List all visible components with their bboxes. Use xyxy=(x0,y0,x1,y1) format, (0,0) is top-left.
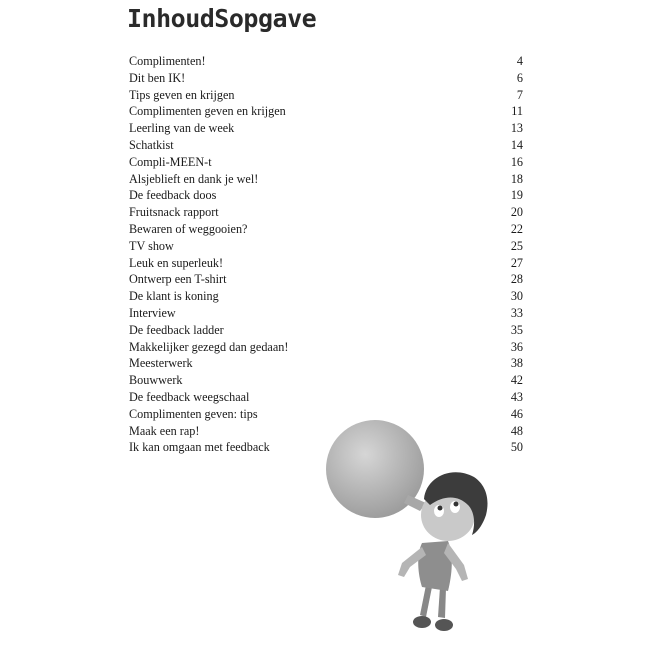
toc-entry-page: 22 xyxy=(510,221,523,236)
toc-entry-title: Tips geven en krijgen xyxy=(129,87,235,102)
toc-entry xyxy=(129,187,523,204)
toc-entry xyxy=(129,87,523,104)
toc-entry-page: 4 xyxy=(516,54,523,68)
toc-entry-page: 35 xyxy=(510,322,523,337)
toc-entry xyxy=(129,221,523,238)
toc-entry-title: Interview xyxy=(129,305,176,320)
toc-entry-page: 13 xyxy=(510,121,523,136)
leg-right xyxy=(438,587,446,618)
toc-entry xyxy=(129,154,523,171)
toc-list xyxy=(129,53,523,456)
toc-entry xyxy=(129,70,523,87)
toc-entry-title: De klant is koning xyxy=(129,289,219,304)
toc-entry-page: 42 xyxy=(510,373,523,388)
toc-entry xyxy=(129,171,523,188)
toc-entry-title: De feedback ladder xyxy=(129,322,224,337)
toc-entry xyxy=(129,288,523,305)
shoe-right xyxy=(435,619,453,631)
toc-entry xyxy=(129,355,523,372)
toc-entry-page: 7 xyxy=(516,87,523,102)
toc-entry-title: Leerling van de week xyxy=(129,121,235,136)
toc-entry-page: 16 xyxy=(510,154,523,169)
toc-entry-title: Complimenten geven: tips xyxy=(129,406,258,421)
toc-entry-page: 6 xyxy=(516,70,523,85)
toc-entry-page: 48 xyxy=(510,423,523,438)
toc-entry-title: Complimenten geven en krijgen xyxy=(129,104,286,119)
pupil-left xyxy=(438,506,443,511)
toc-entry-page: 50 xyxy=(510,440,523,455)
toc-entry-title: Bewaren of weggooien? xyxy=(129,221,248,236)
toc-entry-page: 25 xyxy=(510,238,523,253)
toc-entry xyxy=(129,372,523,389)
toc-entry-title: Maak een rap! xyxy=(129,423,200,438)
toc-entry-title: Makkelijker gezegd dan gedaan! xyxy=(129,339,289,354)
toc-entry xyxy=(129,255,523,272)
toc-entry xyxy=(129,137,523,154)
toc-entry-page: 19 xyxy=(510,188,523,203)
toc-entry-title: Ontwerp een T-shirt xyxy=(129,272,227,287)
toc-entry-page: 14 xyxy=(510,137,523,152)
toc-entry-page: 11 xyxy=(511,104,523,119)
pupil-right xyxy=(454,502,459,507)
toc-entry xyxy=(129,204,523,221)
toc-entry-title: Complimenten! xyxy=(129,54,206,68)
toc-entry xyxy=(129,339,523,356)
toc-entry-page: 36 xyxy=(510,339,523,354)
toc-entry-title: Meesterwerk xyxy=(129,356,193,371)
toc-entry-page: 18 xyxy=(510,171,523,186)
toc-entry xyxy=(129,120,523,137)
toc-entry-title: TV show xyxy=(129,238,174,253)
toc-entry xyxy=(129,322,523,339)
toc-entry-title: De feedback doos xyxy=(129,188,217,203)
toc-entry-title: Schatkist xyxy=(129,137,174,152)
page-title: InhoudSopgave xyxy=(127,4,317,33)
toc-entry-page: 43 xyxy=(510,389,523,404)
toc-entry-title: De feedback weegschaal xyxy=(129,389,250,404)
toc-entry-page: 33 xyxy=(510,305,523,320)
toc-entry xyxy=(129,103,523,120)
toc-entry xyxy=(129,53,523,70)
toc-entry xyxy=(129,238,523,255)
toc-entry-page: 27 xyxy=(510,255,523,270)
toc-entry-title: Bouwwerk xyxy=(129,373,183,388)
toc-entry-title: Ik kan omgaan met feedback xyxy=(129,440,270,455)
toc-entry-title: Compli-MEEN-t xyxy=(129,154,212,169)
toc-entry xyxy=(129,305,523,322)
toc-entry xyxy=(129,271,523,288)
toc-entry-page: 38 xyxy=(510,356,523,371)
toc-entry-title: Alsjeblieft en dank je wel! xyxy=(129,171,259,186)
bubblegum-boy-illustration xyxy=(318,415,538,645)
shoe-left xyxy=(413,616,431,628)
toc-entry-page: 46 xyxy=(510,406,523,421)
leg-left xyxy=(420,585,432,617)
toc-entry-title: Fruitsnack rapport xyxy=(129,205,219,220)
toc-entry-page: 20 xyxy=(510,205,523,220)
toc-entry-title: Leuk en superleuk! xyxy=(129,255,224,270)
toc-entry-page: 30 xyxy=(510,289,523,304)
toc-entry xyxy=(129,389,523,406)
toc-entry-page: 28 xyxy=(510,272,523,287)
toc-entry-title: Dit ben IK! xyxy=(129,70,186,85)
